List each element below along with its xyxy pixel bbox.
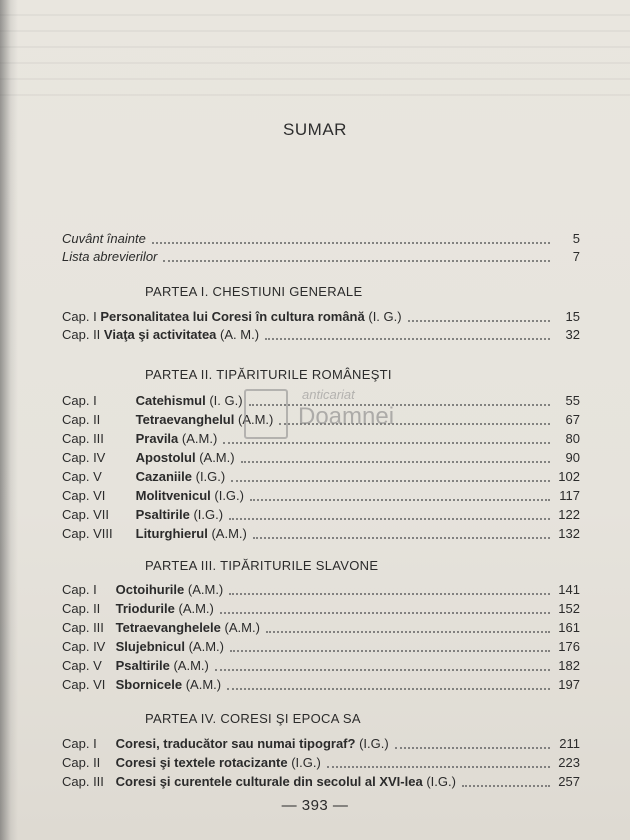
dot-leader bbox=[462, 784, 550, 787]
toc-entry-page: 90 bbox=[565, 450, 580, 465]
bleed-through-text bbox=[0, 0, 630, 110]
dot-leader bbox=[163, 259, 550, 262]
chapter-author: (A. M.) bbox=[220, 327, 260, 342]
toc-entry-page: 182 bbox=[558, 658, 580, 673]
chapter-author: (I.G.) bbox=[214, 488, 244, 503]
chapter-title: Coresi şi curentele culturale din secolul al XVI-lea bbox=[115, 774, 423, 789]
chapter-author: (I.G.) bbox=[426, 774, 456, 789]
toc-entry-label: Lista abrevierilor bbox=[62, 249, 158, 264]
toc-entry bbox=[62, 447, 580, 466]
chapter-author: (A.M.) bbox=[188, 639, 224, 654]
chapter-author: (A.M.) bbox=[199, 450, 235, 465]
watermark-logo bbox=[237, 383, 426, 445]
toc-entry bbox=[62, 636, 580, 655]
toc-entry bbox=[62, 485, 580, 504]
chapter-title: Slujebnicul bbox=[115, 639, 185, 654]
toc-entry bbox=[62, 617, 580, 636]
chapter-title: Triodurile bbox=[115, 601, 175, 616]
chapter-number: Cap. I bbox=[62, 736, 97, 751]
toc-entry bbox=[62, 733, 580, 752]
chapter-number: Cap. III bbox=[62, 620, 104, 635]
toc-entry bbox=[62, 306, 580, 325]
chapter-number: Cap. II bbox=[62, 755, 101, 770]
chapter-number: Cap. III bbox=[62, 774, 104, 789]
dot-leader bbox=[250, 498, 550, 501]
toc-entry-page: 161 bbox=[558, 620, 580, 635]
toc-entry bbox=[62, 579, 580, 598]
dot-leader bbox=[230, 649, 550, 652]
toc-entry bbox=[62, 504, 580, 523]
chapter-author: (A.M.) bbox=[173, 658, 209, 673]
chapter-title: Pravila bbox=[135, 431, 179, 446]
toc-entry-page: 176 bbox=[558, 639, 580, 654]
chapter-title: Coresi, traducător sau numai tipograf? bbox=[115, 736, 356, 751]
chapter-number: Cap. I bbox=[62, 582, 97, 597]
chapter-author: (I. G.) bbox=[368, 309, 402, 324]
toc-entry bbox=[62, 752, 580, 771]
chapter-title: Sbornicele bbox=[115, 677, 183, 692]
chapter-number: Cap. VI bbox=[62, 677, 106, 692]
dot-leader bbox=[229, 517, 550, 520]
chapter-title: Molitvenicul bbox=[135, 488, 211, 503]
dot-leader bbox=[253, 536, 550, 539]
toc-entry bbox=[62, 228, 580, 247]
chapter-number: Cap. VI bbox=[62, 488, 106, 503]
part-heading: PARTEA IV. CORESI ŞI EPOCA SA bbox=[145, 711, 361, 726]
chapter-title: Liturghierul bbox=[135, 526, 208, 541]
toc-entry bbox=[62, 324, 580, 343]
chapter-title: Catehismul bbox=[135, 393, 206, 408]
dot-leader bbox=[152, 241, 550, 244]
toc-entry bbox=[62, 771, 580, 790]
toc-entry-page: 15 bbox=[565, 309, 580, 324]
toc-entry-page: 55 bbox=[565, 393, 580, 408]
chapter-number: Cap. II bbox=[62, 601, 101, 616]
chapter-author: (A.M.) bbox=[224, 620, 260, 635]
chapter-author: (I.G.) bbox=[359, 736, 389, 751]
dot-leader bbox=[327, 765, 550, 768]
toc-entry-label: Cuvânt înainte bbox=[62, 231, 146, 246]
toc-entry-page: 152 bbox=[558, 601, 580, 616]
toc-entry-page: 223 bbox=[558, 755, 580, 770]
page-number: — 393 — bbox=[281, 797, 349, 814]
dot-leader bbox=[408, 319, 550, 322]
chapter-title: Octoihurile bbox=[115, 582, 185, 597]
toc-entry-page: 117 bbox=[559, 488, 580, 503]
chapter-author: (I.G.) bbox=[193, 507, 224, 522]
dot-leader bbox=[220, 611, 550, 614]
dot-leader bbox=[241, 460, 550, 463]
chapter-number: Cap. I bbox=[62, 309, 97, 324]
chapter-title: Coresi şi textele rotacizante bbox=[115, 755, 288, 770]
toc-entry bbox=[62, 466, 580, 485]
chapter-number: Cap. I bbox=[62, 393, 97, 408]
toc-entry-page: 122 bbox=[558, 507, 580, 522]
dot-leader bbox=[395, 746, 550, 749]
watermark-line1: anticariat bbox=[302, 387, 355, 402]
toc-entry-page: 257 bbox=[558, 774, 580, 789]
chapter-title: Personalitatea lui Coresi în cultura română bbox=[100, 309, 365, 324]
toc-entry bbox=[62, 246, 580, 265]
watermark-line2: Doamnei bbox=[298, 403, 395, 430]
chapter-title: Tetraevanghelele bbox=[115, 620, 221, 635]
dot-leader bbox=[229, 592, 550, 595]
chapter-author: (A.M.) bbox=[178, 601, 214, 616]
toc-entry-page: 67 bbox=[565, 412, 580, 427]
chapter-number: Cap. VII bbox=[62, 507, 109, 522]
dot-leader bbox=[231, 479, 550, 482]
chapter-author: (I.G.) bbox=[195, 469, 226, 484]
chapter-number: Cap. V bbox=[62, 469, 102, 484]
toc-entry-page: 7 bbox=[572, 249, 580, 264]
part-heading: PARTEA III. TIPĂRITURILE SLAVONE bbox=[145, 558, 379, 573]
chapter-title: Tetraevanghelul bbox=[135, 412, 235, 427]
chapter-number: Cap. III bbox=[62, 431, 104, 446]
chapter-author: (A.M.) bbox=[181, 431, 218, 446]
chapter-number: Cap. V bbox=[62, 658, 102, 673]
chapter-title: Psaltirile bbox=[115, 658, 170, 673]
chapter-title: Psaltirile bbox=[135, 507, 190, 522]
toc-entry-page: 5 bbox=[572, 231, 580, 246]
chapter-author: (A.M.) bbox=[237, 412, 274, 427]
chapter-author: (I.G.) bbox=[291, 755, 321, 770]
dot-leader bbox=[265, 337, 550, 340]
toc-entry-page: 197 bbox=[558, 677, 580, 692]
toc-entry bbox=[62, 655, 580, 674]
chapter-author: (I. G.) bbox=[209, 393, 243, 408]
toc-entry bbox=[62, 598, 580, 617]
part-heading: PARTEA I. CHESTIUNI GENERALE bbox=[145, 284, 363, 299]
chapter-author: (A.M.) bbox=[185, 677, 222, 692]
chapter-author: (A.M.) bbox=[187, 582, 224, 597]
toc-entry-page: 211 bbox=[559, 736, 580, 751]
dot-leader bbox=[227, 687, 550, 690]
dot-leader bbox=[266, 630, 550, 633]
toc-entry-page: 32 bbox=[565, 327, 580, 342]
toc-entry-page: 80 bbox=[565, 431, 580, 446]
chapter-number: Cap. II bbox=[62, 412, 101, 427]
toc-entry bbox=[62, 674, 580, 693]
chapter-number: Cap. II bbox=[62, 327, 101, 342]
watermark-emblem bbox=[244, 389, 288, 439]
chapter-number: Cap. IV bbox=[62, 450, 106, 465]
dot-leader bbox=[215, 668, 550, 671]
chapter-author: (A.M.) bbox=[211, 526, 247, 541]
page-title: SUMAR bbox=[283, 120, 347, 139]
chapter-number: Cap. VIII bbox=[62, 526, 113, 541]
toc-entry bbox=[62, 523, 580, 542]
toc-entry-page: 141 bbox=[558, 582, 580, 597]
part-heading: PARTEA II. TIPĂRITURILE ROMÂNEŞTI bbox=[145, 367, 392, 382]
chapter-title: Viaţa şi activitatea bbox=[103, 327, 217, 342]
chapter-number: Cap. IV bbox=[62, 639, 106, 654]
chapter-title: Cazaniile bbox=[135, 469, 192, 484]
chapter-title: Apostolul bbox=[135, 450, 196, 465]
toc-entry-page: 132 bbox=[558, 526, 580, 541]
toc-entry-page: 102 bbox=[558, 469, 580, 484]
